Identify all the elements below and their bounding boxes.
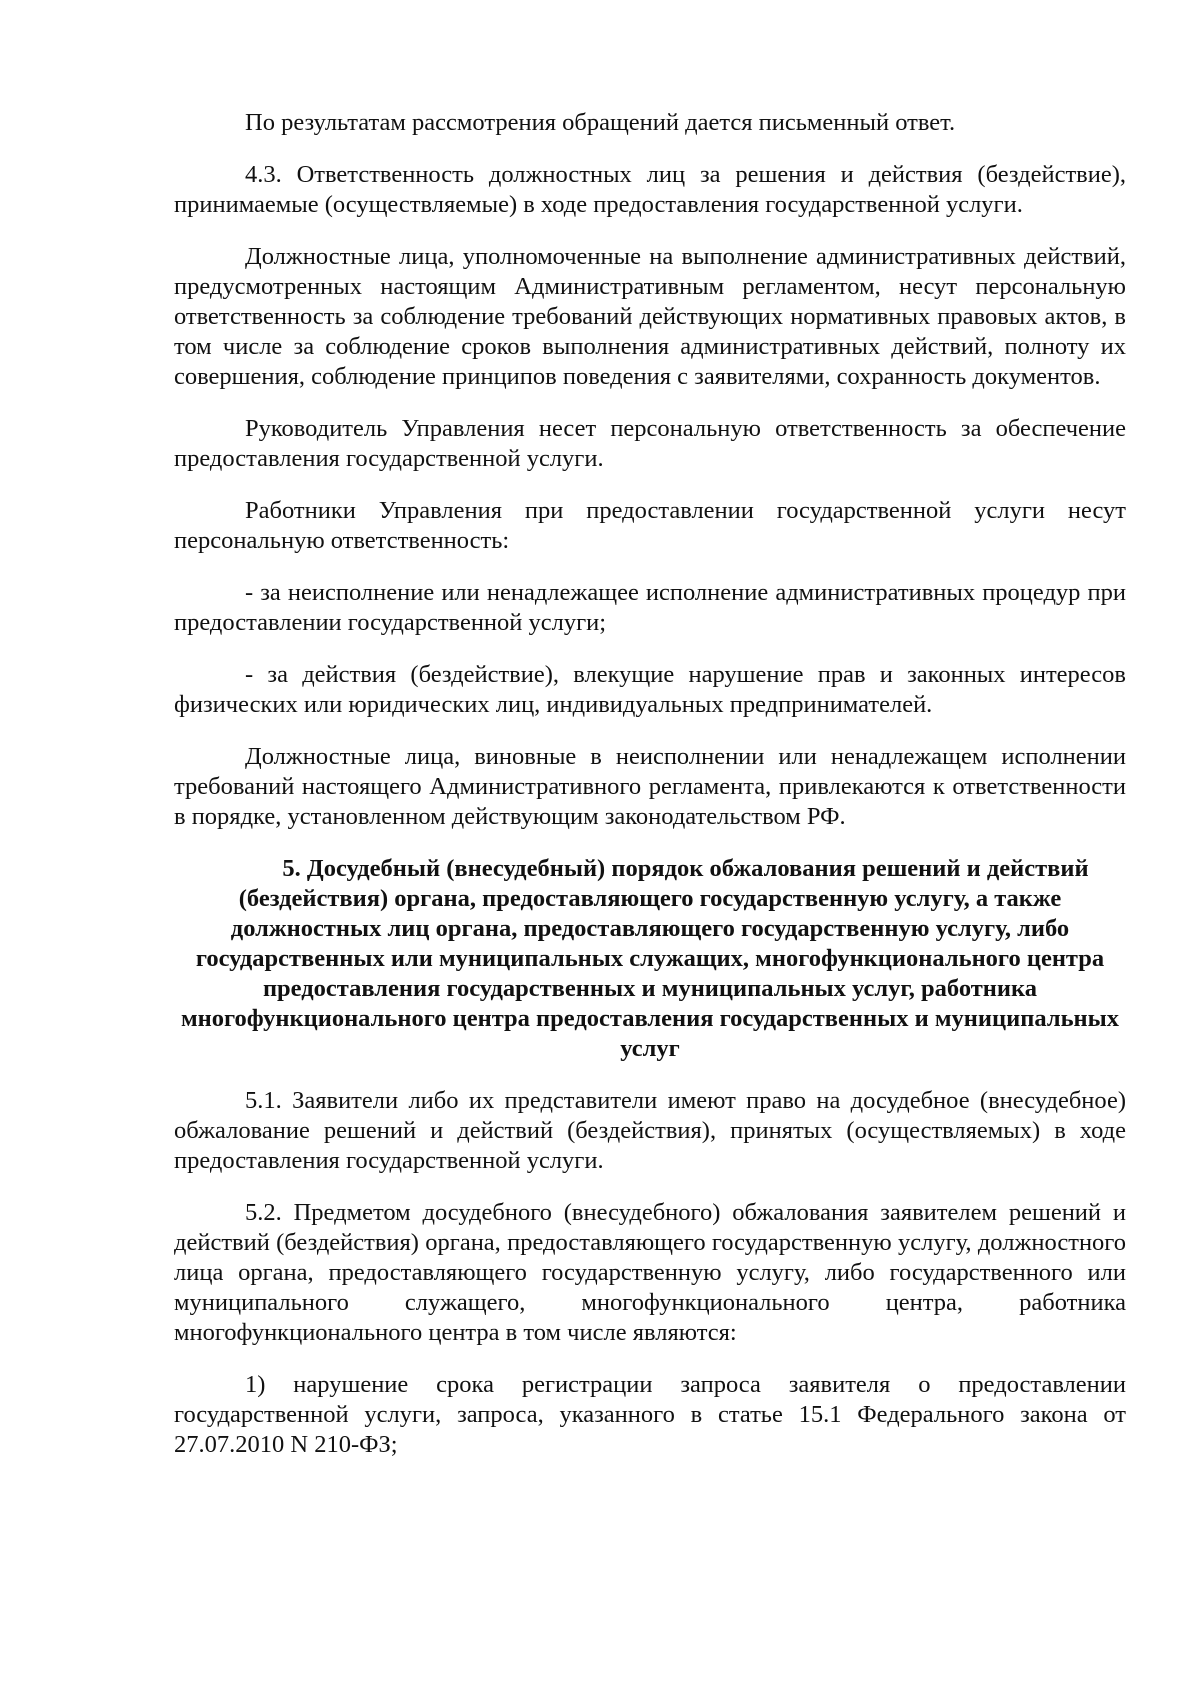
section-5-heading: 5. Досудебный (внесудебный) порядок обжалования решений и действий (бездействия) органа, предоставляющего государственную услугу, а также должностных лиц органа, предоставляющего государственную услугу, либо государственных или муниципальных служащих, многофункционального центра предоставления государственных и муниципальных услуг, работника многофункционального центра предоставления государственных и муниципальных услуг [180,855,1120,1062]
paragraph-5-2: 5.2. Предметом досудебного (внесудебного) обжалования заявителем решений и действий (бездействия) органа, предоставляющего государственную услугу, должностного лица органа, предоставляющего государственную услугу, либо государственного или муниципального служащего, многофункционального центра, работника многофункционального центра в том числе являются: [174,1199,1126,1346]
list-item-non-performance: - за неисполнение или ненадлежащее исполнение административных процедур при предоставлении государственной услуги; [174,579,1126,636]
document-page [174,108,1126,1482]
paragraph-guilty-officials: Должностные лица, виновные в неисполнении или ненадлежащем исполнении требований настоящего Административного регламента, привлекаются к ответственности в порядке, установленном действующим законодательством РФ. [174,743,1126,830]
paragraph-employees-responsibility: Работники Управления при предоставлении государственной услуги несут персональную ответственность: [174,497,1126,554]
paragraph-4-3-responsibility: 4.3. Ответственность должностных лиц за решения и действия (бездействие), принимаемые (осуществляемые) в ходе предоставления государственной услуги. [174,161,1126,218]
list-item-rights-violation: - за действия (бездействие), влекущие нарушение прав и законных интересов физических или юридических лиц, индивидуальных предпринимателей. [174,661,1126,718]
paragraph-head-responsibility: Руководитель Управления несет персональную ответственность за обеспечение предоставления государственной услуги. [174,415,1126,472]
paragraph-officials-responsibility: Должностные лица, уполномоченные на выполнение административных действий, предусмотренных настоящим Административным регламентом, несут персональную ответственность за соблюдение требований действующих нормативных правовых актов, в том числе за соблюдение сроков выполнения административных действий, полноту их совершения, соблюдение принципов поведения с заявителями, сохранность документов. [174,243,1126,390]
paragraph-written-response: По результатам рассмотрения обращений дается письменный ответ. [245,109,956,136]
paragraph-5-1: 5.1. Заявители либо их представители имеют право на досудебное (внесудебное) обжалование решений и действий (бездействия), принятых (осуществляемых) в ходе предоставления государственной услуги. [174,1087,1126,1174]
list-item-registration-violation: 1) нарушение срока регистрации запроса заявителя о предоставлении государственной услуги, запроса, указанного в статье 15.1 Федерального закона от 27.07.2010 N 210-ФЗ; [174,1371,1126,1458]
